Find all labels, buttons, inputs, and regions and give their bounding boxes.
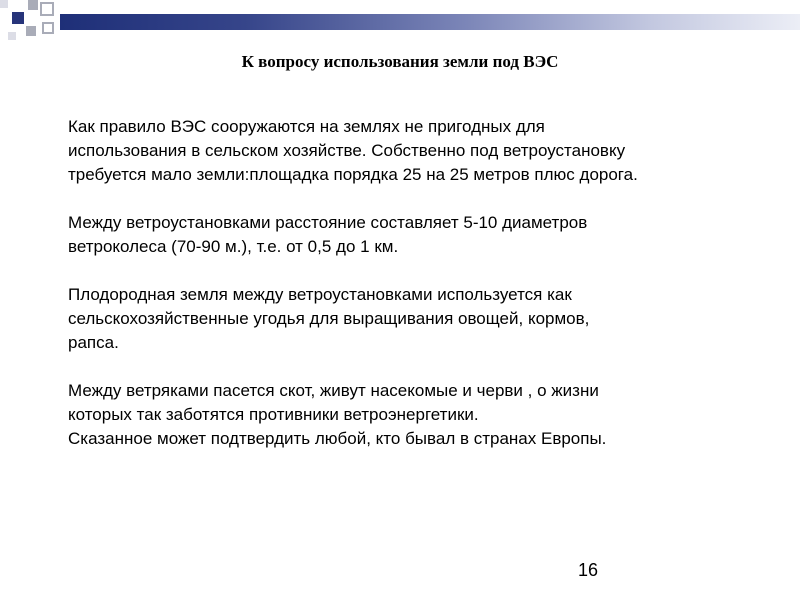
paragraph: Как правило ВЭС сооружаются на землях не пригодных для использования в сельском хозяйстве. Собственно под ветроустановку требуется мало земли:площадка порядка 25 на 25 метров плюс дорога. <box>68 117 638 184</box>
paragraph: Между ветряками пасется скот, живут насекомые и черви , о жизни которых так заботятся противники ветроэнергетики. Сказанное может подтвердить любой, кто бывал в странах Европы. <box>68 381 607 448</box>
header-gradient-bar <box>60 14 800 30</box>
page-number: 16 <box>578 560 599 580</box>
slide-body <box>68 115 758 451</box>
decor-square-grey <box>26 26 36 36</box>
decor-square-light <box>8 32 16 40</box>
decor-square-navy <box>12 12 24 24</box>
paragraph: Плодородная земля между ветроустановками используется как сельскохозяйственные угодья для выращивания овощей, кормов, рапса. <box>68 285 590 352</box>
decor-square-outline <box>42 22 54 34</box>
decor-square-grey <box>28 0 38 10</box>
slide-title: К вопросу использования земли под ВЭС <box>241 52 559 71</box>
decor-square-light <box>0 0 8 8</box>
decor-square-outline <box>40 2 54 16</box>
paragraph: Между ветроустановками расстояние составляет 5-10 диаметров ветроколеса (70-90 м.), т.е. от 0,5 до 1 км. <box>68 213 588 256</box>
